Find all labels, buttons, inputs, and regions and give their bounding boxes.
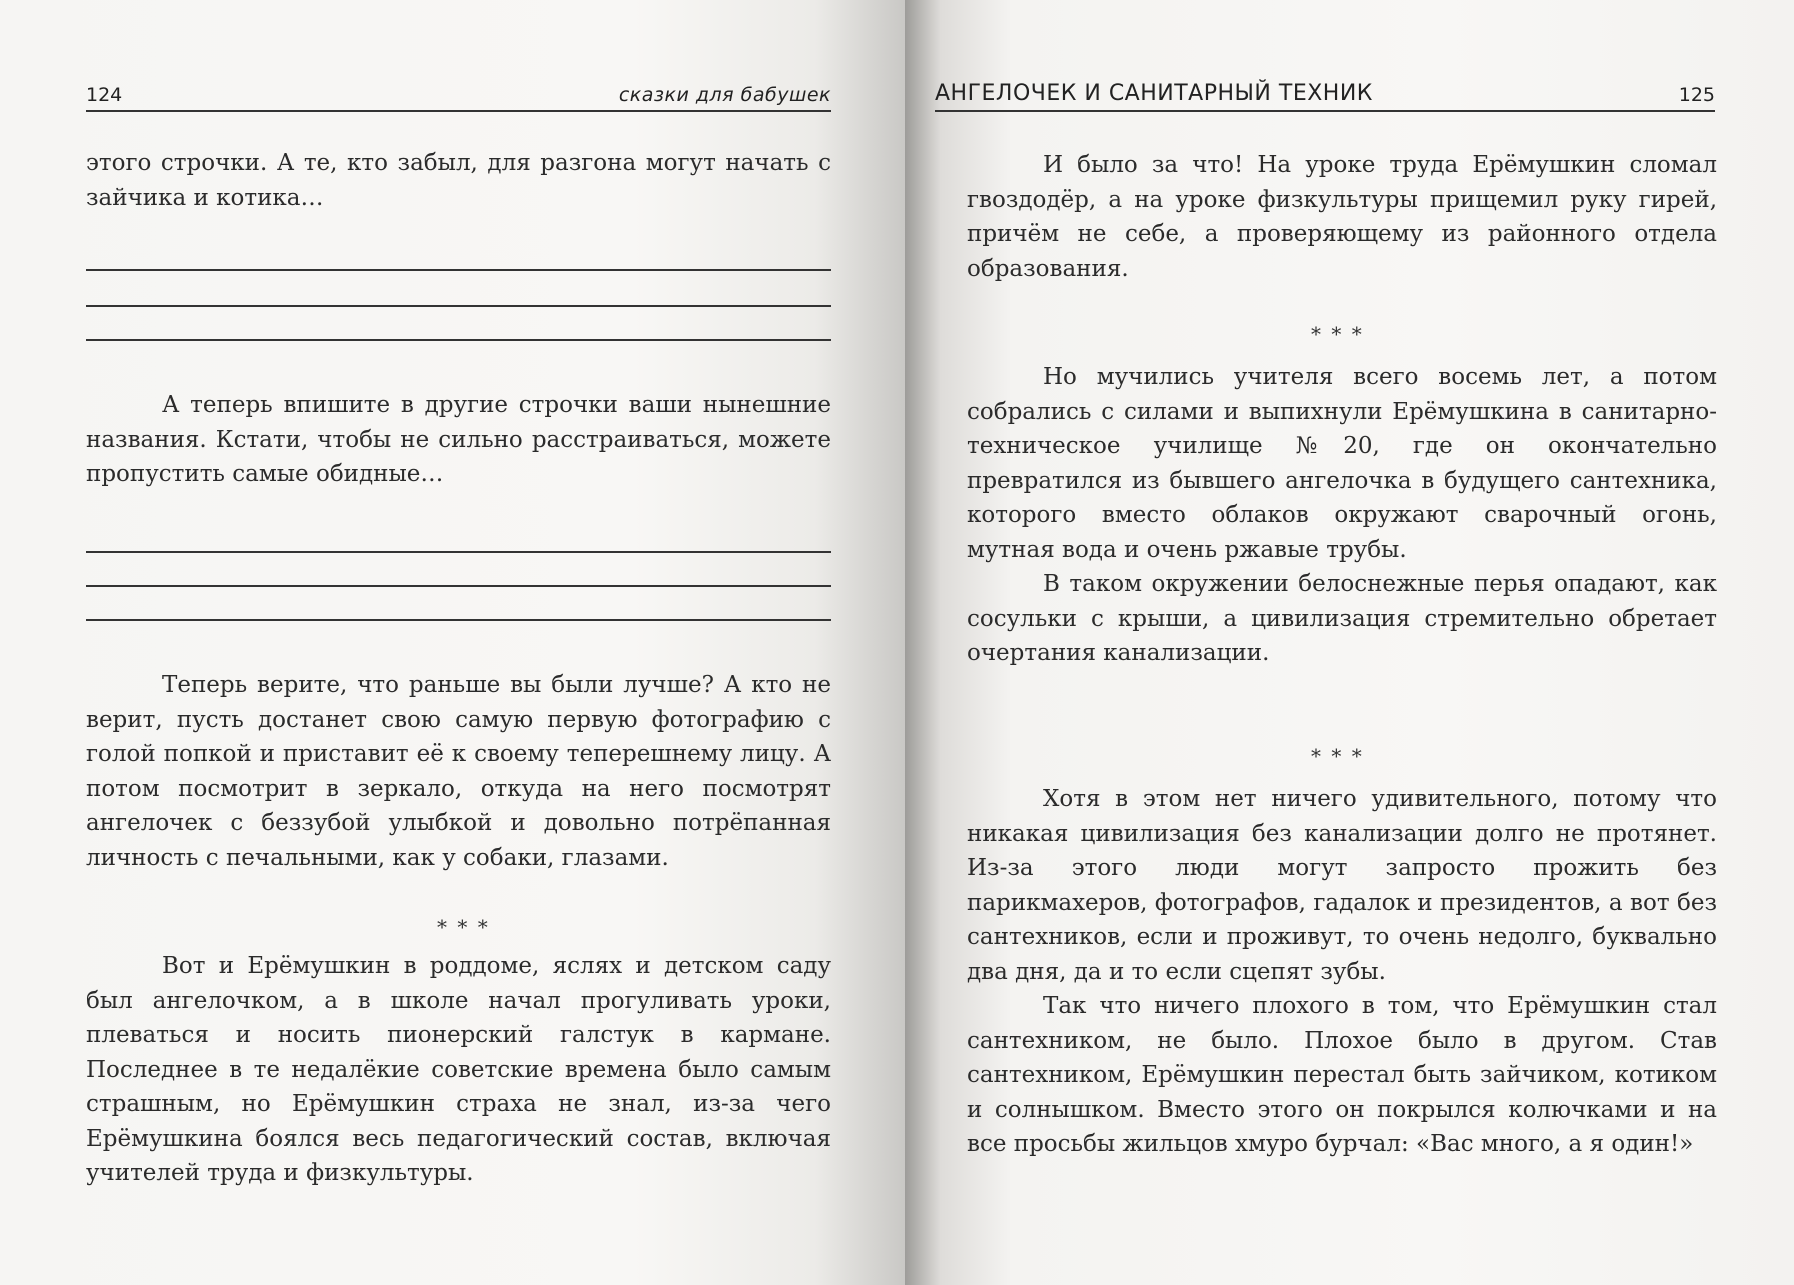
blank-write-line <box>86 551 831 553</box>
blank-write-line <box>86 269 831 271</box>
paragraph <box>86 949 831 1191</box>
paragraph-text: Вот и Ерёмушкин в роддоме, яслях и детском саду был ангелочком, а в школе начал прогуливать уроки, плеваться и носить пионерский галстук в кармане. Последнее в те недалёкие советские времена было самым страшным, но Ерёмушкин страха не знал, из-за чего Ерёмушкина боялся весь педагогический состав, включая учителей труда и физкультуры. <box>86 953 831 1186</box>
paragraph-text: Так что ничего плохого в том, что Ерёмушкин стал сантехником, не было. Плохое было в другом. Став сантехником, Ерёмушкин перестал быть зайчиком, котиком и солнышком. Вместо этого он покрылся колючками и на все просьбы жильцов хмуро бурчал: «Вас много, а я один!» <box>967 993 1717 1157</box>
section-separator: * * * <box>437 915 490 939</box>
running-title: АНГЕЛОЧЕК И САНИТАРНЫЙ ТЕХНИК <box>935 81 1373 106</box>
paragraph <box>967 148 1717 286</box>
blank-write-line <box>86 585 831 587</box>
paragraph-text: И было за что! На уроке труда Ерёмушкин сломал гвоздодёр, а на уроке физкультуры прищемил руку гирей, причём не себе, а проверяющему из районного отдела образования. <box>967 152 1717 282</box>
paragraph-text: А теперь впишите в другие строчки ваши нынешние названия. Кстати, чтобы не сильно расстраиваться, можете пропустить самые обидные… <box>86 392 831 487</box>
running-title: сказки для бабушек <box>618 84 831 106</box>
blank-write-line <box>86 305 831 307</box>
page-number: 124 <box>86 84 123 106</box>
paragraph-text: этого строчки. А те, кто забыл, для разгона могут начать с зайчика и котика… <box>86 150 831 211</box>
paragraph <box>86 388 831 492</box>
paragraph <box>86 146 831 215</box>
paragraph-text: В таком окружении белоснежные перья опадают, как сосульки с крыши, а цивилизация стремительно обретает очертания канализации. <box>967 571 1717 666</box>
paragraph-text: Но мучились учителя всего восемь лет, а потом собрались с силами и выпихнули Ерёмушкина в санитарно-техническое училище №20, где он окончательно превратился из бывшего ангелочка в будущего сантехника, которого вместо облаков окружают сварочный огонь, мутная вода и очень ржавые трубы. <box>967 364 1717 563</box>
page-number: 125 <box>1678 84 1715 106</box>
blank-write-line <box>86 339 831 341</box>
paragraph <box>86 668 831 875</box>
paragraph <box>967 360 1717 671</box>
paragraph-text: Теперь верите, что раньше вы были лучше? А кто не верит, пусть достанет свою самую первую фотографию с голой попкой и приставит её к своему теперешнему лицу. А потом посмотрит в зеркало, откуда на него посмотрят ангелочек с беззубой улыбкой и довольно потрёпанная личность с печальными, как у собаки, глазами. <box>86 672 831 871</box>
paragraph <box>967 782 1717 1162</box>
left-page-header <box>86 68 831 112</box>
blank-write-line <box>86 619 831 621</box>
section-separator: * * * <box>1311 744 1364 768</box>
section-separator: * * * <box>1311 322 1364 346</box>
right-page <box>905 0 1794 1285</box>
right-page-header <box>935 68 1715 112</box>
paragraph-text: Хотя в этом нет ничего удивительного, потому что никакая цивилизация без канализации долго не протянет. Из-за этого люди могут запросто прожить без парикмахеров, фотографов, гадалок и президентов, а вот без сантехников, если и проживут, то очень недолго, буквально два дня, да и то если сцепят зубы. <box>967 786 1717 985</box>
